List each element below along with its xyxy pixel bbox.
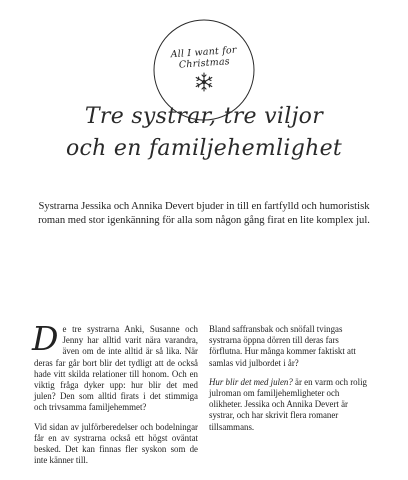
right-column <box>209 324 373 441</box>
left-paragraph-2: Vid sidan av julförberedelser och bodelningar får en av systrarna också ett högst oväntat besked. Det kan finnas fler syskon som de inte känner till. <box>34 421 198 466</box>
page-title-line1: Tre systrar, tre viljor <box>84 104 324 129</box>
drop-cap: D <box>32 319 59 358</box>
snowflake-icon <box>196 73 212 91</box>
right-paragraph-1: Bland saffransbak och snöfall tvingas systrarna öppna dörren till deras fars förflutna. Hur många kommer faktiskt att samlas vid julbordet i år? <box>209 324 356 368</box>
left-paragraph-1-text: e tre systrarna Anki, Susanne och Jenny har alltid varit nära varandra, även om de inte alltid är så lika. När deras far går bort blir det tydligt att de också hade vitt skilda relationer till honom. Och en viktig fråga dyker upp: hur blir det med julen? Den som alltid firats i det stimmiga och trivsamma familjehemmet? <box>34 324 198 413</box>
right-paragraph-2-text: är en varm och rolig julroman om familjehemligheter och olikheter. Jessika och Annika Devert är systrar, och har skrivit flera romaner tillsammans. <box>209 376 367 432</box>
page-title-line2: och en familjehemlighet <box>65 136 343 161</box>
book-title-italic: Hur blir det med julen? <box>209 376 293 387</box>
left-paragraph-1 <box>32 319 198 414</box>
intro-text: Systrarna Jessika och Annika Devert bjuder in till en fartfylld och humoristisk roman med stor igenkänning för alla som någon gång firat en lite komplex jul. <box>38 201 370 226</box>
left-column <box>32 319 198 474</box>
right-paragraph-2 <box>209 377 373 433</box>
badge-text: All I want for Christmas <box>170 44 237 71</box>
